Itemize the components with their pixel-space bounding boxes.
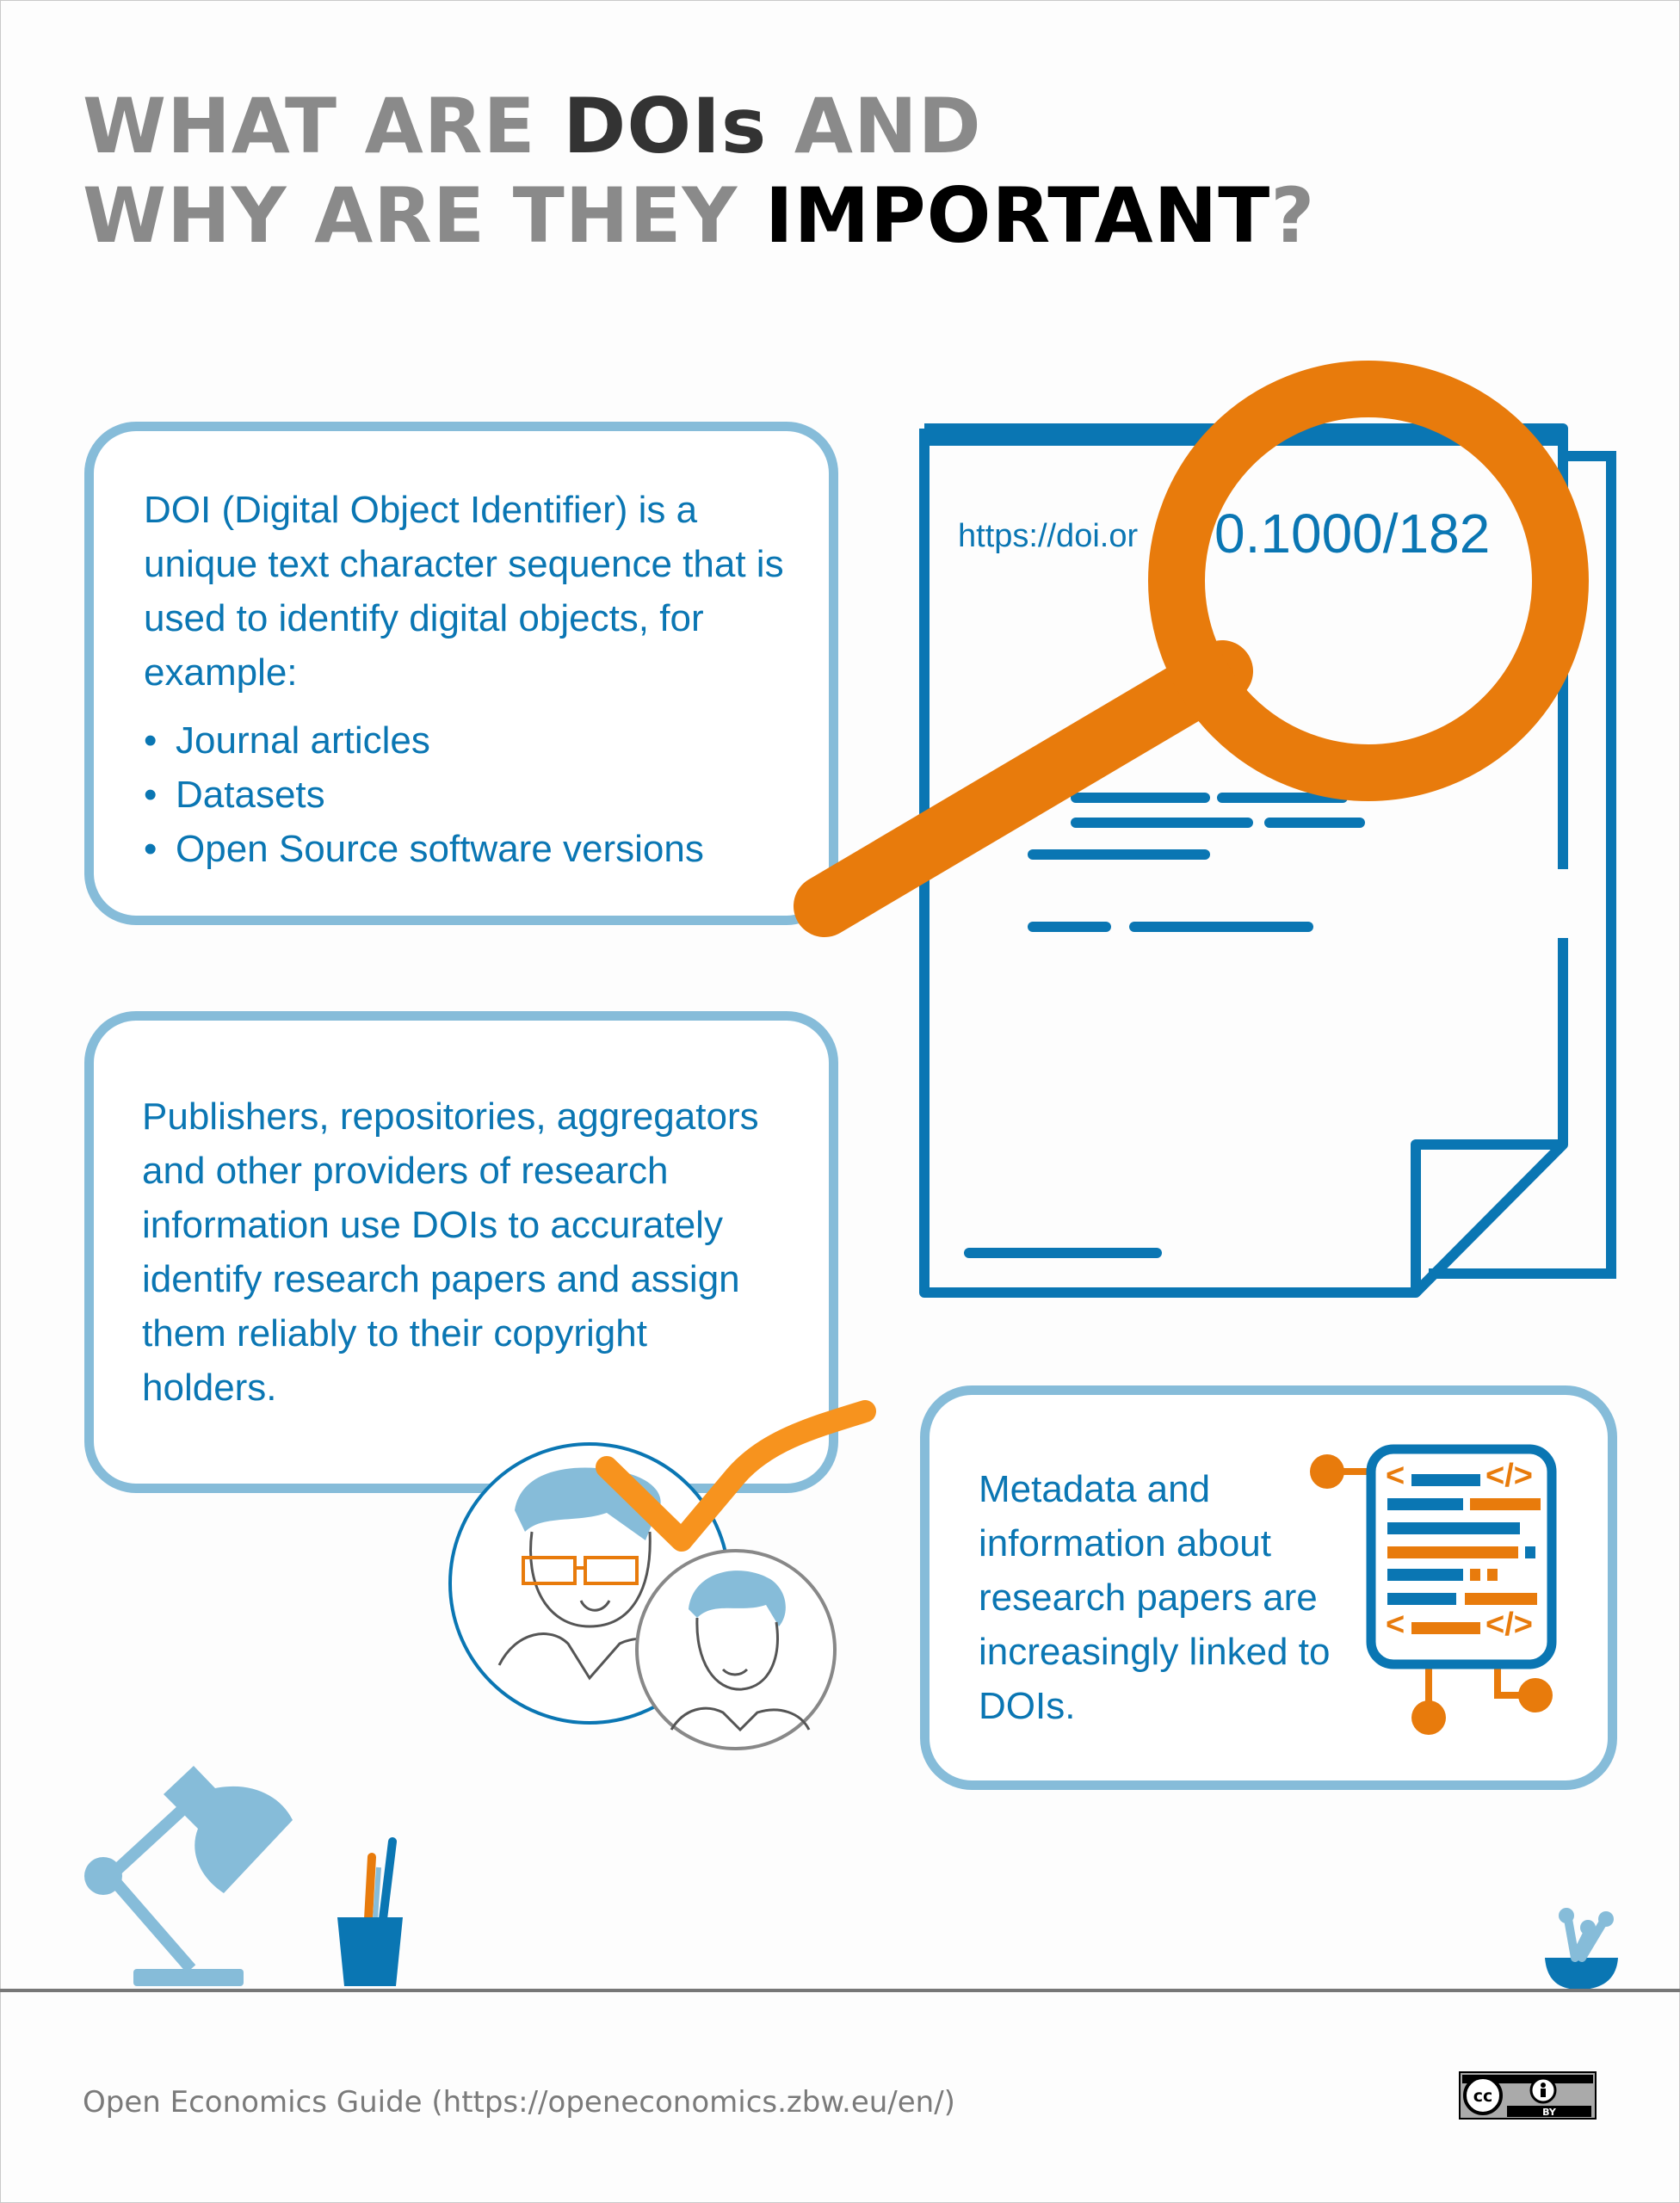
publishers-text: Publishers, repositories, aggregators and other providers of research information use DOIs to accurately identify research papers and assign them reliably to their copyright holders. xyxy=(142,1095,759,1409)
footer-source: Open Economics Guide (https://openeconomics.zbw.eu/en/) xyxy=(83,2085,955,2120)
page-title xyxy=(83,82,1315,261)
node-dot xyxy=(1310,1454,1344,1489)
definition-text: DOI (Digital Object Identifier) is a unique text character sequence that is used to identify digital objects, for example: xyxy=(144,489,784,694)
code-tag-close: </> xyxy=(1485,1607,1533,1643)
metadata-text: Metadata and information about research papers are increasingly linked to DOIs. xyxy=(979,1468,1331,1727)
cc-by-license-badge xyxy=(1459,2071,1597,2120)
list-item: • Open Source software versions xyxy=(144,822,786,876)
people-checkmark-illustration xyxy=(439,1368,886,1764)
code-document-icon xyxy=(1291,1429,1575,1747)
desk-scene xyxy=(0,1747,1680,1996)
doi-magnified-text: 0.1000/182 xyxy=(1214,503,1491,565)
definition-box xyxy=(84,422,838,925)
list-item: • Journal articles xyxy=(144,713,786,768)
magnifier-handle xyxy=(825,671,1222,906)
magnifier-ring xyxy=(1177,389,1560,773)
magnifying-glass-icon xyxy=(775,353,1601,972)
plant-icon xyxy=(1545,1908,1618,1990)
code-tag-open: < xyxy=(1386,1458,1405,1494)
node-dot xyxy=(1411,1700,1446,1735)
list-item: • Datasets xyxy=(144,768,786,822)
desk-lamp-icon xyxy=(84,1766,293,1986)
doi-url-prefix: https://doi.or xyxy=(958,518,1139,554)
cc-label: cc xyxy=(1473,2087,1493,2106)
title-line-1: WHAT ARE DOIs AND xyxy=(83,82,982,170)
person-avatar xyxy=(637,1551,835,1749)
pen-holder-icon xyxy=(337,1842,403,1986)
node-dot xyxy=(1518,1678,1553,1712)
code-tag-close: </> xyxy=(1485,1458,1533,1494)
example-list xyxy=(144,713,786,876)
code-tag-open: < xyxy=(1386,1607,1405,1643)
title-line-2: WHY ARE THEY IMPORTANT? xyxy=(83,171,1316,260)
by-label: BY xyxy=(1542,2107,1556,2118)
